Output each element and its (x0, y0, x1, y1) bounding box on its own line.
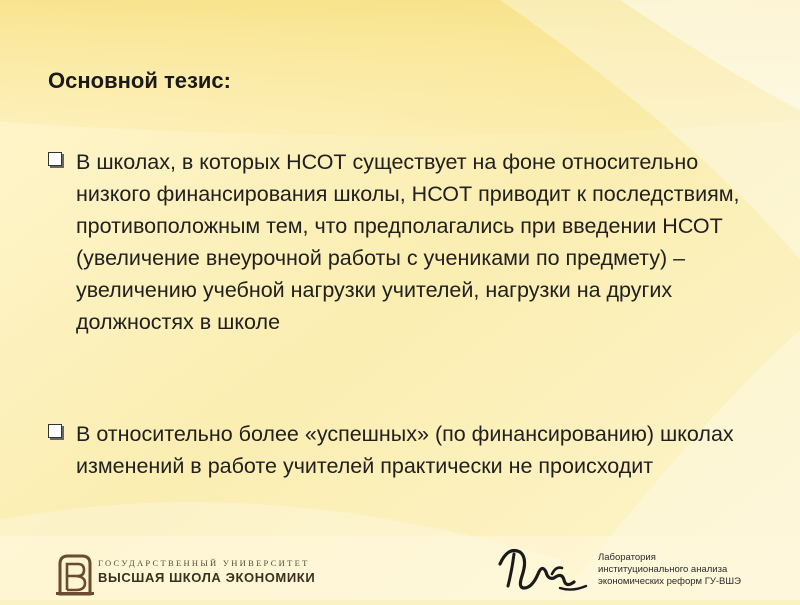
lab-caption-line: Лаборатория (598, 552, 656, 563)
slide-title: Основной тезис: (48, 68, 231, 93)
university-name-main: ВЫСШАЯ ШКОЛА ЭКОНОМИКИ (98, 570, 316, 585)
square-bullet-icon (48, 152, 62, 166)
lab-logo-icon (494, 536, 590, 600)
hse-emblem-icon (54, 550, 96, 596)
lab-caption (598, 552, 798, 588)
slide-footer (0, 536, 800, 600)
square-bullet-icon (48, 424, 62, 438)
bullet-item (48, 146, 758, 338)
university-name-top: ГОСУДАРСТВЕННЫЙ УНИВЕРСИТЕТ (98, 558, 310, 568)
bullet-text: В относительно более «успешных» (по финансированию) школах изменений в работе учителей практически не происходит (76, 422, 734, 478)
lab-caption-line: экономических реформ ГУ-ВШЭ (598, 576, 741, 587)
bullet-item (48, 418, 758, 482)
lab-caption-line: институционального анализа (598, 564, 728, 575)
bullet-text: В школах, в которых НСОТ существует на фоне относительно низкого финансирования школы, НСОТ приводит к последствиям, противоположным тем, что предполагались при введении НСОТ (увеличение внеурочной работы с учениками по предмету) – увеличению учебной нагрузки учителей, нагрузки на других должностях в школе (76, 150, 740, 334)
